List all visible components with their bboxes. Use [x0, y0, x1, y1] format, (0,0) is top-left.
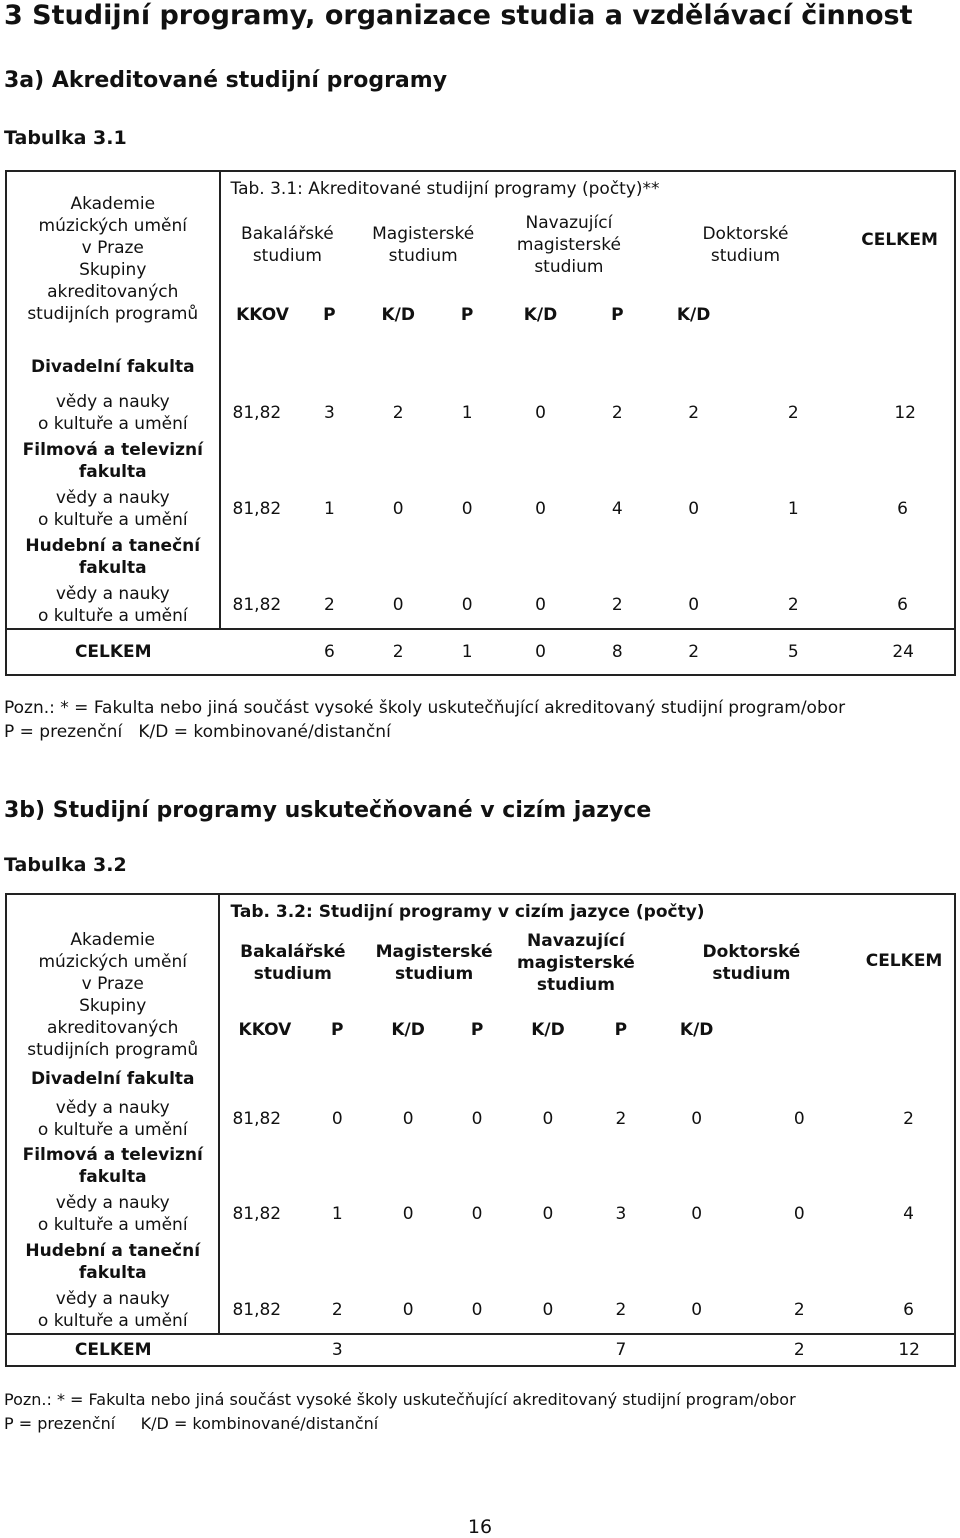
table-2-left-header	[6, 894, 219, 1062]
cell-value: 2	[611, 403, 623, 423]
cell-value: 2	[392, 403, 404, 423]
cell-total: 6	[903, 1299, 914, 1320]
total-label: CELKEM	[6, 629, 220, 675]
cell-value: 0	[535, 403, 546, 423]
total-value	[503, 1334, 593, 1366]
cell-value: 0	[392, 499, 404, 519]
cell-value: 2	[688, 403, 700, 423]
cell-value: 2	[331, 1299, 343, 1320]
cell-value: 0	[542, 1204, 554, 1224]
cell-value: 0	[402, 1299, 414, 1320]
sub-header-kkov: KKOV	[236, 305, 289, 325]
table-1	[5, 170, 956, 676]
col-header-line: Magisterské	[375, 942, 493, 962]
cell-total: 6	[897, 594, 908, 615]
col-header-line: Doktorské	[702, 942, 801, 962]
cell-value: 0	[688, 594, 700, 615]
faculty-name: Divadelní fakulta	[6, 1062, 219, 1096]
col-header-line: studium	[710, 246, 781, 266]
sub-header-p: P	[611, 305, 624, 325]
name-line: Hudební a taneční	[25, 536, 201, 556]
cell-value: 2	[323, 594, 335, 615]
cell-value: 0	[392, 594, 404, 615]
cell-kkov: 81,82	[232, 594, 282, 615]
name-line: Filmová a televizní	[22, 1145, 203, 1165]
section-a-title: 3a) Akreditované studijní programy	[4, 68, 448, 93]
col-header-line: studium	[536, 975, 615, 995]
left-header-line: studijních programů	[27, 303, 199, 324]
cell-kkov: 81,82	[232, 1299, 282, 1320]
cell-value: 0	[542, 1109, 554, 1129]
total-value: 0	[492, 629, 589, 675]
col-header-line: Navazující	[525, 213, 613, 233]
cell-value: 1	[331, 1204, 343, 1224]
sub-header-kd: K/D	[679, 1020, 714, 1040]
table-1-note	[4, 696, 954, 744]
left-header-line: akreditovaných	[47, 1017, 179, 1038]
faculty-group	[6, 1286, 219, 1334]
note-line: P = prezenční K/D = kombinované/distanční	[4, 1414, 379, 1433]
cell-value: 0	[461, 499, 473, 519]
cell-total: 2	[903, 1109, 914, 1129]
group-line: o kultuře a umění	[37, 1310, 188, 1331]
sub-header-kd: K/D	[523, 305, 558, 325]
sub-header-kd: K/D	[381, 305, 415, 325]
sub-header-p: P	[460, 305, 474, 325]
cell-value: 0	[471, 1204, 483, 1224]
cell-value: 0	[402, 1109, 414, 1129]
col-header-doctoral	[649, 928, 854, 998]
total-value: 6	[304, 629, 354, 675]
cell-value: 4	[611, 499, 623, 519]
total-value: 2	[646, 629, 742, 675]
col-header-doctoral	[646, 205, 845, 285]
sub-header-p: P	[470, 1020, 484, 1040]
name-line: fakulta	[78, 558, 147, 578]
name-line: Hudební a taneční	[25, 1241, 201, 1261]
cell-value: 0	[688, 499, 700, 519]
faculty-group	[6, 485, 220, 533]
left-header-line: múzických umění	[38, 215, 187, 236]
group-line: o kultuře a umění	[37, 605, 188, 626]
total-value: 3	[309, 1334, 365, 1366]
cell-value: 0	[691, 1204, 703, 1224]
cell-value: 1	[787, 499, 799, 519]
col-header-line: Navazující	[527, 931, 625, 951]
total-value: 7	[593, 1334, 649, 1366]
name-line: fakulta	[78, 1167, 147, 1187]
faculty-name: Divadelní fakulta	[6, 345, 220, 389]
cell-value: 2	[787, 594, 799, 615]
cell-value: 0	[542, 1299, 554, 1320]
cell-value: 2	[611, 594, 623, 615]
group-line: o kultuře a umění	[37, 1120, 188, 1140]
chapter-heading: 3 Studijní programy, organizace studia a vzdělávací činnost	[4, 0, 913, 31]
cell-value: 2	[793, 1299, 805, 1320]
left-header-line: v Praze	[81, 237, 144, 258]
faculty-name	[6, 533, 220, 581]
faculty-group	[6, 389, 220, 437]
cell-total: 6	[897, 499, 908, 519]
table-2-note	[4, 1388, 954, 1436]
cell-value: 0	[691, 1109, 703, 1129]
col-header-line: studium	[388, 246, 458, 266]
sub-header-kd: K/D	[391, 1020, 425, 1040]
col-header-master	[365, 928, 503, 998]
col-header-line: magisterské	[516, 235, 621, 255]
faculty-name	[6, 1142, 219, 1190]
cell-value: 0	[535, 499, 546, 519]
table-2-title: Tab. 3.2: Studijní programy v cizím jazyce (počty)	[230, 901, 705, 922]
cell-value: 1	[323, 499, 335, 519]
cell-kkov: 81,82	[232, 1204, 282, 1224]
group-line: vědy a nauky	[55, 1193, 170, 1213]
table-1-wrapper	[5, 170, 956, 676]
cell-kkov: 81,82	[232, 403, 282, 423]
note-line: P = prezenční K/D = kombinované/distanční	[4, 722, 391, 742]
cell-value: 0	[471, 1299, 483, 1320]
group-line: vědy a nauky	[55, 1098, 170, 1118]
total-value: 1	[442, 629, 492, 675]
cell-value: 0	[471, 1109, 483, 1129]
col-header-line: Magisterské	[372, 224, 475, 244]
cell-value: 0	[691, 1299, 703, 1320]
col-header-line: Bakalářské	[240, 942, 346, 962]
note-line: Pozn.: * = Fakulta nebo jiná součást vysoké školy uskutečňující akreditovaný studijní program/obor	[4, 698, 846, 718]
cell-value: 1	[461, 403, 473, 423]
name-line: fakulta	[78, 1263, 147, 1283]
total-label: CELKEM	[6, 1334, 219, 1366]
sub-header-kd: K/D	[531, 1020, 565, 1040]
left-header-line: v Praze	[81, 973, 144, 994]
cell-value: 3	[615, 1204, 627, 1224]
col-header-line: studium	[395, 964, 474, 984]
group-line: vědy a nauky	[55, 583, 170, 604]
table-2-label: Tabulka 3.2	[4, 854, 127, 876]
cell-value: 0	[793, 1109, 805, 1129]
left-header-line: múzických umění	[38, 951, 187, 972]
group-line: vědy a nauky	[55, 488, 170, 508]
left-header-line: Skupiny	[79, 259, 147, 280]
col-header-total: CELKEM	[861, 230, 938, 250]
col-header-line: studium	[253, 964, 332, 984]
page-number: 16	[467, 1516, 493, 1538]
cell-value: 2	[615, 1109, 627, 1129]
cell-value: 2	[615, 1299, 627, 1320]
cell-value: 0	[535, 594, 546, 615]
col-header-line: studium	[252, 246, 322, 266]
total-value: 8	[589, 629, 646, 675]
total-grand: 24	[845, 629, 955, 675]
total-value	[451, 1334, 503, 1366]
col-header-follow-master	[503, 928, 649, 998]
cell-value: 0	[793, 1204, 805, 1224]
cell-total: 12	[894, 403, 916, 423]
cell-value: 2	[787, 403, 799, 423]
left-header-line: studijních programů	[27, 1039, 199, 1060]
sub-header-p: P	[323, 305, 336, 325]
group-line: o kultuře a umění	[37, 414, 188, 434]
faculty-group	[6, 581, 220, 629]
sub-header-kd: K/D	[676, 305, 711, 325]
table-1-label: Tabulka 3.1	[4, 127, 127, 149]
col-header-line: Doktorské	[702, 224, 789, 244]
cell-value: 0	[461, 594, 473, 615]
faculty-name	[6, 437, 220, 485]
section-b-title: 3b) Studijní programy uskutečňované v cizím jazyce	[4, 798, 652, 823]
col-header-line: studium	[534, 257, 604, 277]
cell-value: 0	[402, 1204, 414, 1224]
cell-kkov: 81,82	[232, 1109, 282, 1129]
faculty-group	[6, 1190, 219, 1238]
left-header-line: Skupiny	[79, 995, 147, 1016]
faculty-name	[6, 1238, 219, 1286]
table-1-left-header	[6, 171, 220, 345]
cell-total: 4	[903, 1204, 914, 1224]
cell-kkov: 81,82	[232, 499, 282, 519]
col-header-total: CELKEM	[865, 951, 943, 971]
total-grand: 12	[854, 1334, 955, 1366]
sub-header-p: P	[331, 1020, 344, 1040]
note-line: Pozn.: * = Fakulta nebo jiná součást vysoké školy uskutečňující akreditovaný studijní program/obor	[4, 1390, 796, 1409]
col-header-master	[354, 205, 492, 285]
name-line: fakulta	[78, 462, 147, 482]
cell-value: 0	[331, 1109, 343, 1129]
faculty-group	[6, 1096, 219, 1142]
col-header-bachelor	[220, 205, 355, 285]
table-2-wrapper	[5, 893, 956, 1367]
table-1-title: Tab. 3.1: Akreditované studijní programy (počty)**	[230, 178, 660, 199]
group-line: vědy a nauky	[55, 1288, 170, 1309]
left-header-line: akreditovaných	[47, 281, 179, 302]
col-header-line: studium	[712, 964, 791, 984]
sub-header-kkov: KKOV	[238, 1020, 292, 1040]
col-header-line: Bakalářské	[241, 224, 334, 244]
total-value	[649, 1334, 745, 1366]
name-line: Filmová a televizní	[22, 440, 203, 460]
table-2	[5, 893, 956, 1367]
left-header-line: Akademie	[70, 929, 156, 950]
group-line: vědy a nauky	[55, 392, 170, 412]
col-header-follow-master	[492, 205, 646, 285]
total-value: 2	[354, 629, 442, 675]
total-value	[365, 1334, 451, 1366]
left-header-line: Akademie	[70, 193, 156, 214]
cell-value: 3	[323, 403, 335, 423]
group-line: o kultuře a umění	[37, 510, 188, 530]
col-header-bachelor	[219, 928, 365, 998]
sub-header-p: P	[614, 1020, 628, 1040]
total-value: 2	[745, 1334, 855, 1366]
group-line: o kultuře a umění	[37, 1215, 188, 1235]
col-header-line: magisterské	[516, 953, 635, 973]
total-value: 5	[742, 629, 846, 675]
